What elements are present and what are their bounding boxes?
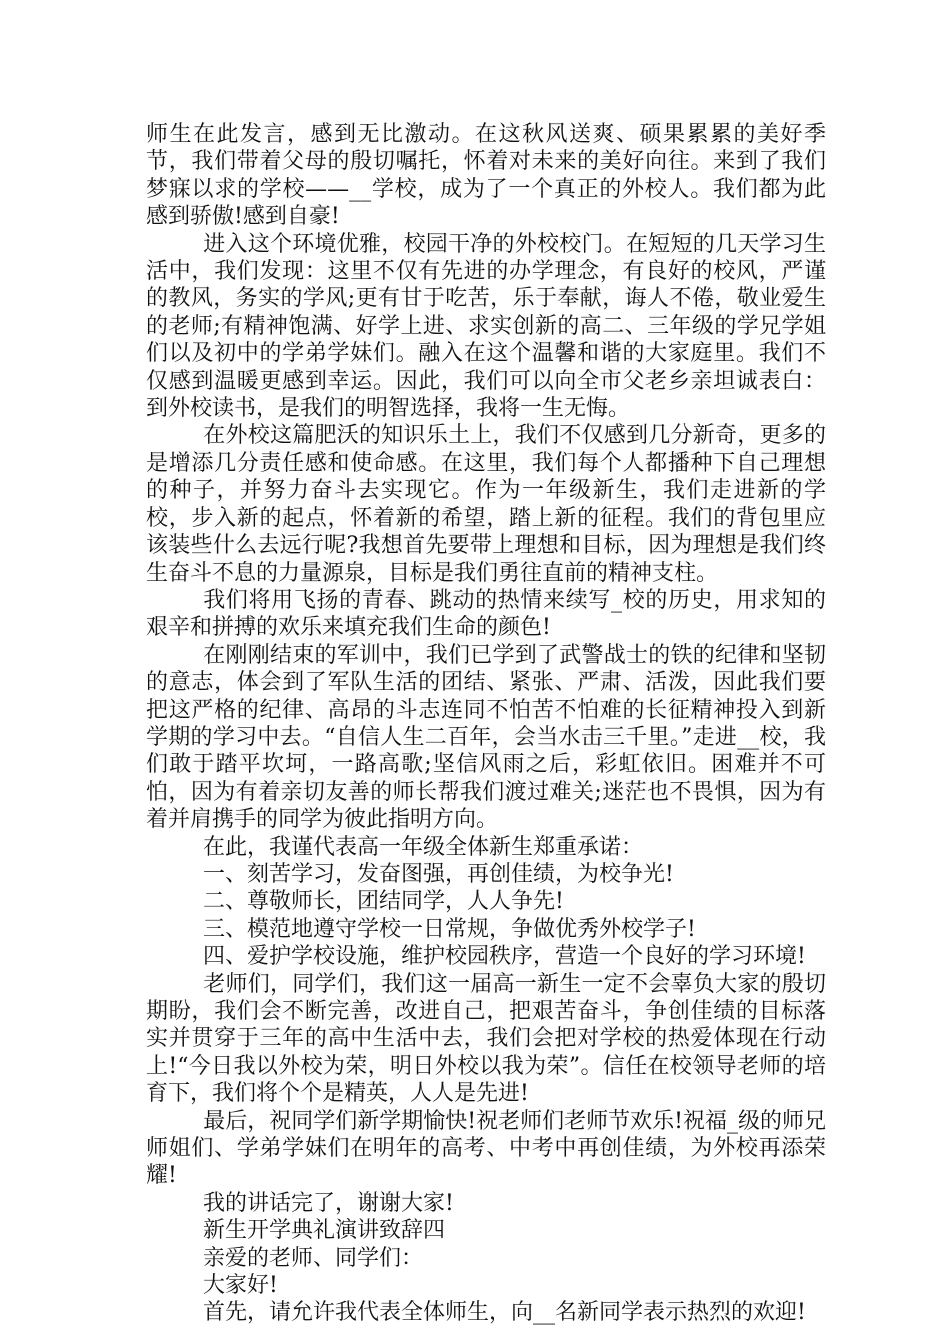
closing-remark: 我的讲话完了，谢谢大家! <box>203 1190 454 1216</box>
closing-paragraph: 最后，祝同学们新学期愉快!祝老师们老师节欢乐!祝福_级的师兄师姐们、学弟学妹们在明年的高考、中考中再创佳绩，为外校再添荣耀! <box>146 1108 826 1189</box>
salutation: 亲爱的老师、同学们： <box>203 1245 424 1271</box>
pledge-item: 一、刻苦学习，发奋图强，再创佳绩，为校争光! <box>203 861 674 887</box>
closing-paragraph: 老师们，同学们，我们这一届高一新生一定不会辜负大家的殷切期盼，我们会不断完善，改进自己，把艰苦奋斗，争创佳绩的目标落实并贯穿于三年的高中生活中去，我们会把对学校的热爱体现在行动上!“今日我以外校为荣，明日外校以我为荣”。信任在校领导老师的培育下，我们将个个是精英，人人是先进! <box>146 971 826 1107</box>
greeting: 大家好! <box>203 1273 278 1299</box>
document-page <box>146 121 826 1327</box>
body-paragraph: 在刚刚结束的军训中，我们已学到了武警战士的铁的纪律和坚韧的意志，体会到了军队生活的团结、紧张、严肃、活泼，因此我们要把这严格的纪律、高昂的斗志连同不怕苦不怕难的长征精神投入到新学期的学习中去。“自信人生二百年，会当水击三千里。”走进__校，我们敢于踏平坎坷，一路高歌;坚信风雨之后，彩虹依旧。困难并不可怕，因为有着亲切友善的师长帮我们渡过难关;迷茫也不畏惧，因为有着并肩携手的同学为彼此指明方向。 <box>146 642 826 833</box>
pledge-item: 二、尊敬师长，团结同学，人人争先! <box>203 889 564 915</box>
body-paragraph: 进入这个环境优雅，校园干净的外校校门。在短短的几天学习生活中，我们发现：这里不仅有先进的办学理念，有良好的校风，严谨的教风，务实的学风;更有甘于吃苦，乐于奉献，诲人不倦，敬业爱生的老师;有精神饱满、好学上进、求实创新的高二、三年级的学兄学姐们以及初中的学弟学妹们。融入在这个温馨和谐的大家庭里。我们不仅感到温暖更感到幸运。因此，我们可以向全市父老乡亲坦诚表白：到外校读书，是我们的明智选择，我将一生无悔。 <box>146 231 826 422</box>
pledge-item: 三、模范地遵守学校一日常规，争做优秀外校学子! <box>203 916 696 942</box>
pledge-intro: 在此，我谨代表高一年级全体新生郑重承诺： <box>203 834 644 860</box>
body-paragraph: 在外校这篇肥沃的知识乐土上，我们不仅感到几分新奇，更多的是增添几分责任感和使命感。在这里，我们每个人都播种下自己理想的种子，并努力奋斗去实现它。作为一年级新生，我们走进新的学校，步入新的起点，怀着新的希望，踏上新的征程。我们的背包里应该装些什么去远行呢?我想首先要带上理想和目标，因为理想是我们终生奋斗不息的力量源泉，目标是我们勇往直前的精神支柱。 <box>146 423 826 586</box>
body-paragraph: 师生在此发言，感到无比激动。在这秋风送爽、硕果累累的美好季节，我们带着父母的殷切嘱托，怀着对未来的美好向往。来到了我们梦寐以求的学校——__学校，成为了一个真正的外校人。我们都为此感到骄傲!感到自豪! <box>146 122 826 230</box>
pledge-item: 四、爱护学校设施，维护校园秩序，营造一个良好的学习环境! <box>203 944 806 970</box>
body-paragraph: 我们将用飞扬的青春、跳动的热情来续写_校的历史，用求知的艰辛和拼搏的欢乐来填充我们生命的颜色! <box>146 587 826 641</box>
speech-title: 新生开学典礼演讲致辞四 <box>203 1218 446 1244</box>
opening-line: 首先，请允许我代表全体师生，向__名新同学表示热烈的欢迎! <box>203 1300 806 1326</box>
